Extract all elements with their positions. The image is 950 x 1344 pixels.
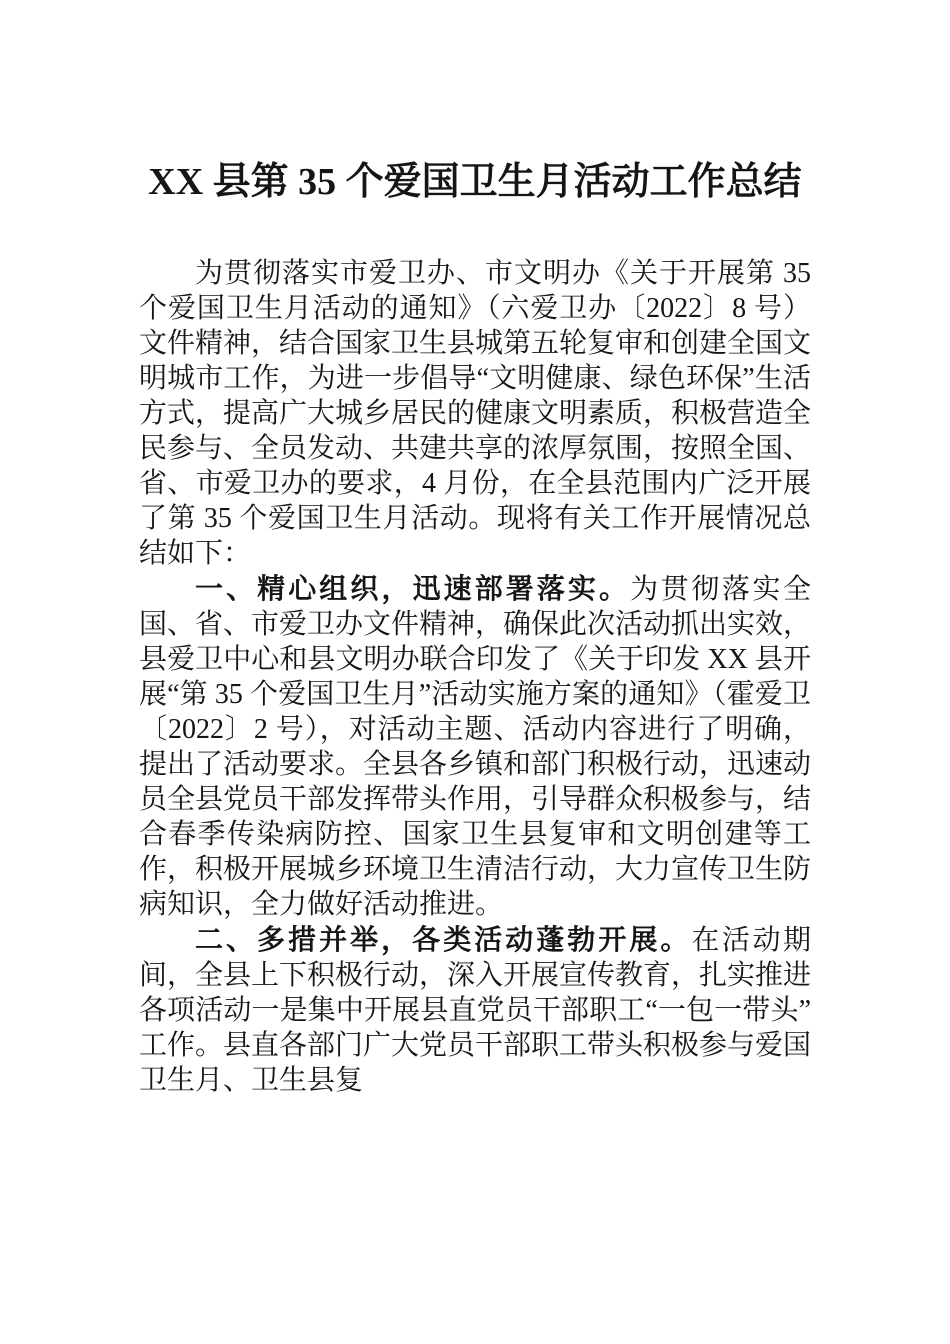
paragraph-lead: 二、多措并举，各类活动蓬勃开展。: [195, 924, 692, 955]
document-title: XX 县第 35 个爱国卫生月活动工作总结: [148, 161, 802, 203]
paragraph-text: 为贯彻落实市爱卫办、市文明办《关于开展第 35 个爱国卫生月活动的通知》（六爱卫办〔2022〕8 号）文件精神，结合国家卫生县城第五轮复审和创建全国文明城市工作，为进一步倡导“文明健康、绿色环保”生活方式，提高广大城乡居民的健康文明素质，积极营造全民参与、全员发动、共建共享的浓厚氛围，按照全国、省、市爱卫办的要求，4 月份，在全县范围内广泛开展了第 35 个爱国卫生月活动。现将有关工作开展情况总结如下：: [139, 258, 812, 569]
paragraph: [139, 256, 811, 571]
paragraph: [139, 922, 811, 1098]
paragraph-lead: 一、精心组织，迅速部署落实。: [195, 573, 631, 604]
paragraph: [139, 571, 811, 922]
paragraph-text: 为贯彻落实全国、省、市爱卫办文件精神，确保此次活动抓出实效，县爱卫中心和县文明办联合印发了《关于印发 XX 县开展“第 35 个爱国卫生月”活动实施方案的通知》（霍爱卫〔2022〕2 号），对活动主题、活动内容进行了明确，提出了活动要求。全县各乡镇和部门积极行动，迅速动员全县党员干部发挥带头作用，引导群众积极参与，结合春季传染病防控、国家卫生县复审和文明创建等工作，积极开展城乡环境卫生清洁行动，大力宣传卫生防病知识，全力做好活动推进。: [139, 574, 812, 920]
document-content: [139, 256, 811, 1098]
paragraph-text: 在活动期间，全县上下积极行动，深入开展宣传教育，扎实推进各项活动一是集中开展县直党员干部职工“一包一带头”工作。县直各部门广大党员干部职工带头积极参与爱国卫生月、卫生县复: [139, 925, 812, 1096]
